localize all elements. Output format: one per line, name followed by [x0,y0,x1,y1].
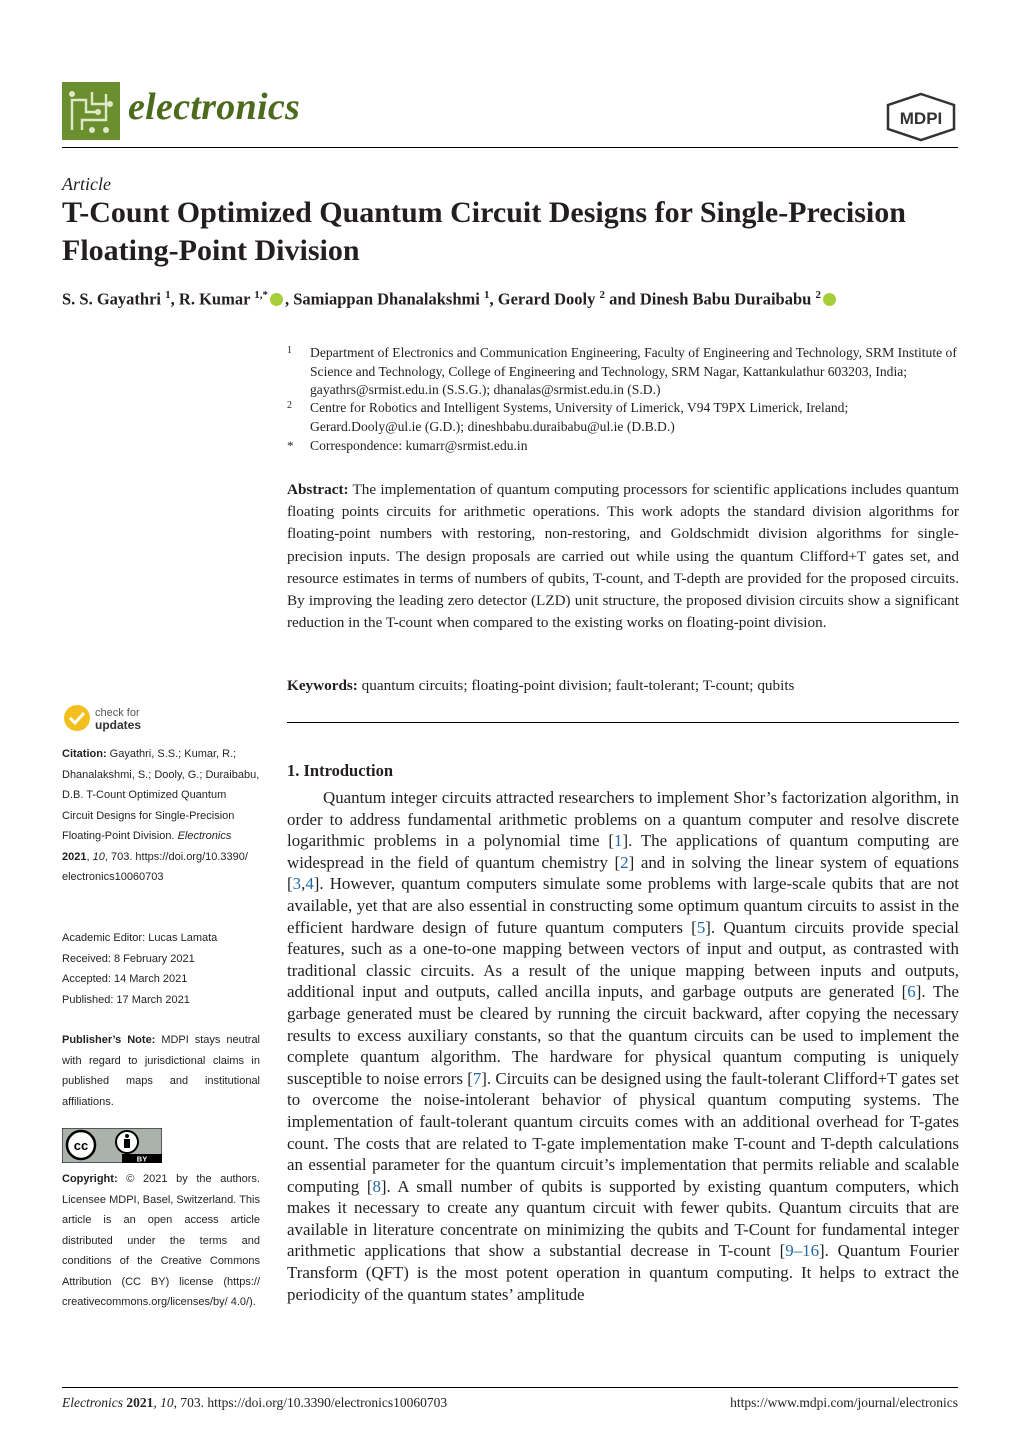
updates-line1: check for [95,707,140,719]
author-affiliation: 2 [815,289,821,301]
publisher-note: Publisher’s Note: MDPI stays neutral with regard to jurisdictional claims in published maps and institutional affiliations. [62,1034,261,1108]
intro-text: Quantum integer circuits attracted researchers to implement Shor’s factorization algorithm, in order to address fundamental arithmetic problems on a quantum computer and resolve discrete logarithmic problems in a polynomial time [ [287,788,959,851]
academic-editor: Academic Editor: Lucas Lamata [62,932,218,944]
keywords [287,677,959,695]
abstract [287,479,959,634]
abstract-label: Abstract: [287,481,349,498]
intro-text: ]. A small number of qubits is supported by existing quantum computers, which makes it necessary to create any quantum circuit with fewer qubits. Quantum circuits that are available in literature concentrate on minimizing the qubits and T-Count for fundamental integer arithmetic applications that show a substantial decrease in T-count [ [287,1176,959,1261]
author-affiliation: 1,* [254,289,268,301]
intro-text: ]. The applications of quantum computing are widespread in the field of quantum chemistry [ [287,831,959,872]
copyright-block: Copyright: © 2021 by the authors. Licensee MDPI, Basel, Switzerland. This article is an open access article distributed under the terms and conditions of the Creative Commons Attribution (CC BY) license (https:// creativecommons.org/licenses/by/ 4.0/). [62,1173,260,1308]
keywords-label: Keywords: [287,677,358,694]
publisher-logo [884,92,958,142]
orcid-icon[interactable] [823,293,836,306]
keywords-divider [287,722,959,723]
author-name: Dinesh Babu Duraibabu [639,289,812,309]
introduction-body [287,787,959,1305]
intro-text: ]. Quantum Fourier Transform (QFT) is the most potent operation in quantum computing. It helps to extract the periodicity of the quantum states’ amplitude [287,1241,959,1304]
footer-citation: Electronics 2021, 10, 703. https://doi.org/10.3390/electronics10060703 [62,1395,448,1410]
author-name: Gerard Dooly [497,289,596,309]
dates-block [62,928,260,1010]
author-list: S. S. Gayathri $^1$, R. Kumar $^{1,*}$ , Samiappan Dhanalakshmi $^1$, Gerard Dooly $^2$ and Dinesh Babu Duraibabu $^2$ [62,289,962,310]
journal-logo [62,82,120,140]
header-divider [62,147,958,148]
intro-text: , [301,874,306,894]
author-affiliation: 1 [165,289,171,301]
abstract-text: The implementation of quantum computing processors for scientific applications includes quantum floating points circuits for arithmetic operations. This work adopts the standard division algorithms for floating-point numbers with restoring, non-restoring, and Goldschmidt division algorithms for single-precision inputs. The design proposals are carried out while using the quantum Clifford+T gates set, and resource estimates in terms of numbers of qubits, T-count, and T-depth are provided for the proposed circuits. By improving the leading zero detector (LZD) unit structure, the proposed division circuits show a significant reduction in the T-count when compared to the existing works on floating-point division. [287,481,960,632]
section-heading-introduction: 1. Introduction [287,761,394,780]
cc-label: cc [73,1138,89,1153]
keywords-text: quantum circuits; floating-point division; fault-tolerant; T-count; qubits [361,677,795,694]
citation-link[interactable]: 4 [305,874,314,894]
orcid-icon[interactable] [270,293,283,306]
author-affiliation: 2 [599,289,605,301]
citation-link[interactable]: 3 [292,874,302,894]
accepted-date: Accepted: 14 March 2021 [62,973,188,985]
author-name: Samiappan Dhanalakshmi [293,289,480,309]
intro-text: ] and in solving the linear system of equations [ [287,852,959,894]
updates-line2: updates [95,718,142,732]
intro-text: ]. Circuits can be designed using the fault-tolerant Clifford+T gates set to overcome the noise-intolerant behavior of physical quantum computing systems. The implementation of fault-tolerant quantum circuits comes with an additional overhead for T-gates count. The costs that are related to T-gate implementation make T-count and T-depth calculations an essential parameter for the quantum circuit’s implementation that permits reliable and scalable computing [ [287,1068,960,1196]
citation-link[interactable]: 5 [696,917,706,937]
citation-label: Citation: [62,748,107,760]
citation-link[interactable]: 1 [614,831,623,851]
intro-text: ]. The garbage generated must be cleared by running the circuit backward, after copying the necessary results to excess auxiliary constants, so that the quantum circuits can be used to implement the complete quantum algorithm. The hardware for physical quantum computing is uniquely susceptible to noise errors [ [287,982,959,1088]
check-for-updates-badge[interactable] [62,702,172,741]
author-affiliation: 1 [483,289,490,301]
citation-link[interactable]: 6 [907,982,916,1002]
citation-link[interactable]: 8 [372,1176,381,1196]
author-name: R. Kumar [178,289,251,309]
citation-link[interactable]: 9–16 [785,1241,820,1261]
author-name: S. S. Gayathri [62,289,162,309]
intro-text: ]. Quantum circuits provide special features, such as a one-to-one mapping between vectors of input and output, as contrasted with traditional classic circuits. As a result of the unique mapping between inputs and outputs, additional input and outputs, called ancilla inputs, and garbage outputs are generated [ [287,917,959,1002]
journal-name: electronics [128,86,301,128]
footer-divider [62,1387,958,1388]
footer-journal-url[interactable]: https://www.mdpi.com/journal/electronics [730,1395,958,1410]
received-date: Received: 8 February 2021 [62,952,195,965]
published-date: Published: 17 March 2021 [62,993,190,1006]
citation-block: Citation: Gayathri, S.S.; Kumar, R.; Dhanalakshmi, S.; Dooly, G.; Duraibabu, D.B. T-Count Optimized Quantum Circuit Designs for Single-Precision Floating-Point Division. Electronics 2021, 10, 703. https://doi.org/10.3390/ electronics10060703 [62,748,260,883]
article-type: Article [62,174,111,194]
citation-link[interactable]: 2 [620,852,629,872]
citation-link[interactable]: 7 [472,1068,482,1088]
publisher-name: MDPI [899,109,943,128]
intro-text: ]. However, quantum computers simulate some problems with large-scale qubits that are not available, yet that are also essential in constructing some optimum quantum circuits to assist in the efficient hardware design of future quantum computers [ [287,874,959,937]
cc-by-license-badge[interactable] [62,1128,162,1163]
article-title: T-Count Optimized Quantum Circuit Designs for Single-Precision Floating-Point Division [62,196,906,267]
by-label: BY [136,1154,148,1163]
